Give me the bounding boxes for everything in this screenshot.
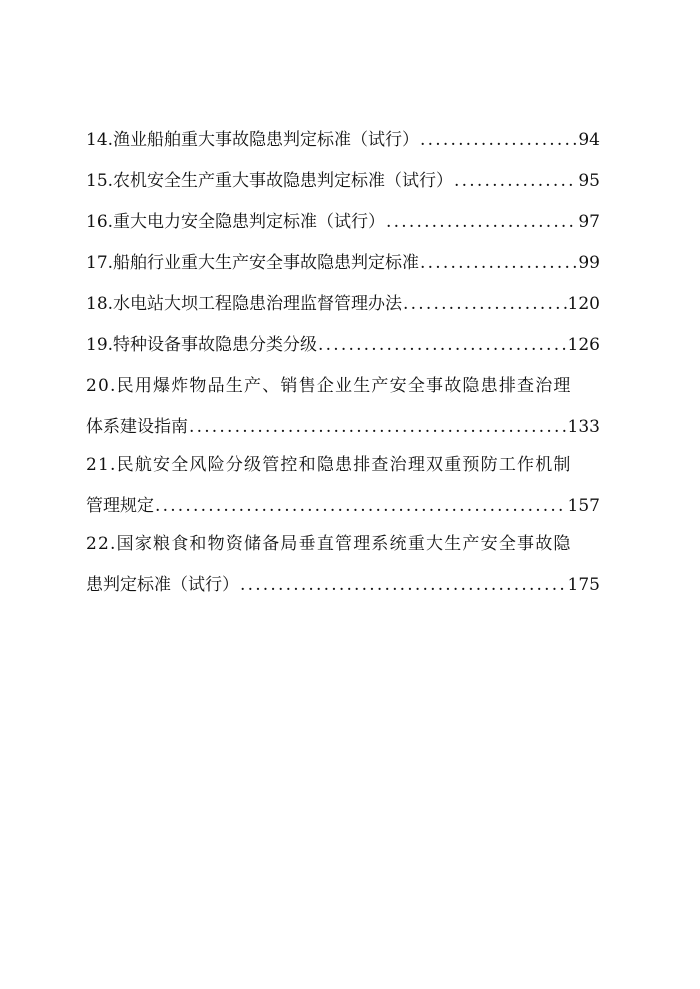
toc-page-number: 94	[578, 130, 600, 150]
toc-entry-title: 16.重大电力安全隐患判定标准（试行）	[86, 212, 386, 232]
toc-leader-dots	[318, 335, 567, 355]
toc-entry-19[interactable]	[86, 335, 600, 355]
table-of-contents	[86, 130, 600, 595]
toc-entry-22[interactable]	[86, 534, 600, 595]
toc-page-number: 120	[567, 294, 600, 314]
toc-entry-17[interactable]	[86, 253, 600, 273]
toc-leader-dots	[420, 130, 577, 150]
toc-entry-title-line2: 患判定标准（试行）	[86, 575, 239, 595]
toc-leader-dots	[386, 212, 577, 232]
toc-entry-18[interactable]	[86, 294, 600, 314]
toc-entry-title: 19.特种设备事故隐患分类分级	[86, 335, 318, 355]
toc-leader-dots	[189, 417, 567, 437]
toc-entry-21[interactable]	[86, 455, 600, 516]
toc-entry-16[interactable]	[86, 212, 600, 232]
toc-leader-dots	[403, 294, 567, 314]
toc-entry-14[interactable]	[86, 130, 600, 150]
toc-page-number: 175	[567, 575, 600, 595]
toc-entry-title: 15.农机安全生产重大事故隐患判定标准（试行）	[86, 171, 454, 191]
toc-leader-dots	[454, 171, 577, 191]
toc-page-number: 99	[578, 253, 600, 273]
toc-page-number: 126	[567, 335, 600, 355]
toc-leader-dots	[240, 575, 567, 595]
toc-entry-title-line2: 体系建设指南	[86, 417, 188, 437]
toc-entry-title-line2: 管理规定	[86, 496, 154, 516]
toc-page-number: 157	[567, 496, 600, 516]
toc-entry-20[interactable]	[86, 376, 600, 437]
toc-entry-title-line1: 22.国家粮食和物资储备局垂直管理系统重大生产安全事故隐	[86, 534, 572, 554]
toc-page-number: 95	[578, 171, 600, 191]
toc-entry-title: 14.渔业船舶重大事故隐患判定标准（试行）	[86, 130, 420, 150]
toc-entry-title-line1: 21.民航安全风险分级管控和隐患排查治理双重预防工作机制	[86, 455, 572, 475]
toc-page-number: 97	[578, 212, 600, 232]
toc-entry-title-line1: 20.民用爆炸物品生产、销售企业生产安全事故隐患排查治理	[86, 376, 572, 396]
toc-entry-title: 18.水电站大坝工程隐患治理监督管理办法	[86, 294, 403, 314]
toc-entry-title: 17.船舶行业重大生产安全事故隐患判定标准	[86, 253, 420, 273]
toc-leader-dots	[155, 496, 567, 516]
toc-page-number: 133	[567, 417, 600, 437]
toc-entry-15[interactable]	[86, 171, 600, 191]
toc-leader-dots	[420, 253, 577, 273]
